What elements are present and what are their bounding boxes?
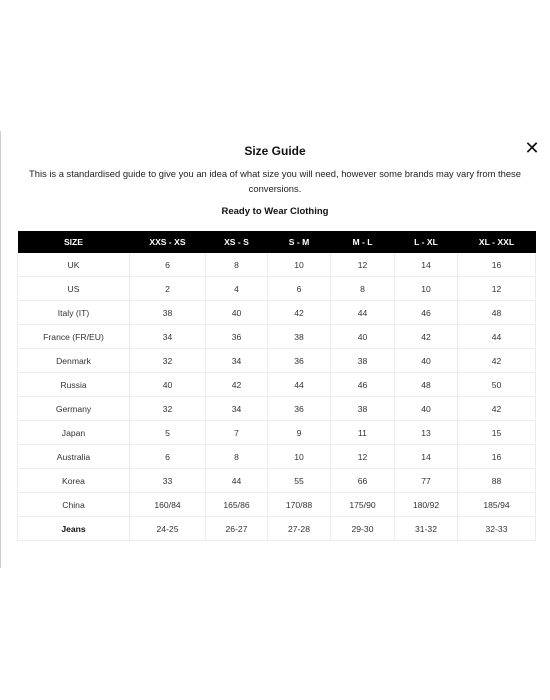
table-header-row [18,231,536,253]
table-cell: 38 [130,301,206,325]
column-header: XL - XXL [458,231,536,253]
close-icon[interactable]: ✕ [524,138,540,158]
table-row [18,253,536,277]
table-cell: 16 [458,253,536,277]
table-cell: 26-27 [206,517,268,541]
table-cell: 38 [331,349,395,373]
table-row [18,421,536,445]
table-cell: 10 [268,253,331,277]
table-cell: 8 [331,277,395,301]
table-cell: 13 [395,421,458,445]
row-label: Denmark [18,349,130,373]
column-header: XS - S [206,231,268,253]
table-cell: 8 [206,253,268,277]
row-label: Jeans [18,517,130,541]
table-cell: 9 [268,421,331,445]
table-cell: 12 [331,445,395,469]
row-label: China [18,493,130,517]
table-cell: 46 [395,301,458,325]
modal-title: Size Guide [244,144,306,158]
row-label: France (FR/EU) [18,325,130,349]
table-cell: 185/94 [458,493,536,517]
table-cell: 16 [458,445,536,469]
table-cell: 42 [458,349,536,373]
row-label: Germany [18,397,130,421]
table-cell: 6 [130,445,206,469]
table-row [18,349,536,373]
table-cell: 42 [395,325,458,349]
table-cell: 40 [395,397,458,421]
row-label: Korea [18,469,130,493]
table-cell: 29-30 [331,517,395,541]
size-table [17,231,536,541]
table-cell: 31-32 [395,517,458,541]
row-label: Russia [18,373,130,397]
table-cell: 27-28 [268,517,331,541]
table-cell: 10 [268,445,331,469]
table-cell: 38 [331,397,395,421]
table-cell: 12 [458,277,536,301]
column-header: XXS - XS [130,231,206,253]
table-cell: 40 [331,325,395,349]
table-cell: 48 [458,301,536,325]
table-cell: 36 [268,349,331,373]
table-cell: 88 [458,469,536,493]
table-cell: 165/86 [206,493,268,517]
table-cell: 34 [206,349,268,373]
table-row [18,469,536,493]
table-cell: 44 [331,301,395,325]
table-cell: 40 [130,373,206,397]
intro-text: This is a standardised guide to give you an idea of what size you will need, however some brands may vary from these conversions. [29,168,521,194]
table-cell: 8 [206,445,268,469]
table-cell: 32-33 [458,517,536,541]
table-cell: 24-25 [130,517,206,541]
table-cell: 180/92 [395,493,458,517]
table-cell: 33 [130,469,206,493]
column-header: M - L [331,231,395,253]
table-row [18,373,536,397]
column-header: SIZE [18,231,130,253]
table-row [18,301,536,325]
row-label: Japan [18,421,130,445]
table-cell: 48 [395,373,458,397]
table-cell: 10 [395,277,458,301]
table-cell: 44 [206,469,268,493]
table-cell: 50 [458,373,536,397]
table-cell: 42 [206,373,268,397]
table-cell: 14 [395,253,458,277]
section-heading: Ready to Wear Clothing [221,206,329,217]
table-cell: 15 [458,421,536,445]
table-cell: 14 [395,445,458,469]
table-cell: 7 [206,421,268,445]
table-cell: 32 [130,349,206,373]
table-cell: 5 [130,421,206,445]
table-cell: 77 [395,469,458,493]
table-cell: 46 [331,373,395,397]
table-cell: 34 [206,397,268,421]
table-cell: 160/84 [130,493,206,517]
table-cell: 170/88 [268,493,331,517]
table-row [18,325,536,349]
table-row [18,493,536,517]
row-label: US [18,277,130,301]
table-row [18,517,536,541]
table-cell: 6 [130,253,206,277]
table-cell: 44 [268,373,331,397]
table-cell: 42 [458,397,536,421]
column-header: S - M [268,231,331,253]
row-label: UK [18,253,130,277]
table-cell: 44 [458,325,536,349]
table-cell: 42 [268,301,331,325]
table-cell: 32 [130,397,206,421]
table-row [18,277,536,301]
table-row [18,445,536,469]
table-cell: 38 [268,325,331,349]
table-cell: 55 [268,469,331,493]
table-cell: 175/90 [331,493,395,517]
table-cell: 6 [268,277,331,301]
row-label: Australia [18,445,130,469]
table-cell: 34 [130,325,206,349]
table-cell: 2 [130,277,206,301]
table-cell: 40 [395,349,458,373]
table-row [18,397,536,421]
row-label: Italy (IT) [18,301,130,325]
table-cell: 12 [331,253,395,277]
table-cell: 11 [331,421,395,445]
table-cell: 36 [206,325,268,349]
table-cell: 36 [268,397,331,421]
table-cell: 66 [331,469,395,493]
table-cell: 4 [206,277,268,301]
table-cell: 40 [206,301,268,325]
column-header: L - XL [395,231,458,253]
